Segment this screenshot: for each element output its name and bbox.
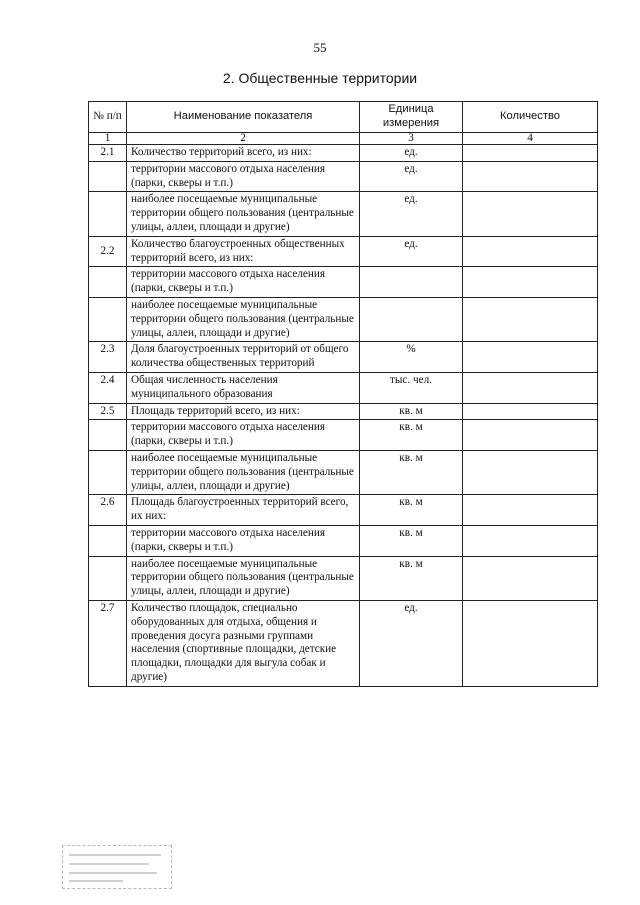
table-row	[89, 495, 598, 526]
row-quantity-cell	[463, 450, 598, 494]
row-quantity-cell	[463, 145, 598, 162]
row-unit-cell: ед.	[360, 161, 463, 192]
row-number-cell: 2.1	[89, 145, 127, 162]
row-unit-cell: кв. м	[360, 495, 463, 526]
row-quantity-cell	[463, 420, 598, 451]
row-name-cell: территории массового отдыха населения (парки, скверы и т.п.)	[127, 161, 360, 192]
table-header-row	[89, 102, 598, 133]
row-name-cell: наиболее посещаемые муниципальные территории общего пользования (центральные улицы, аллеи, площади и другие)	[127, 556, 360, 600]
row-number-cell: 2.7	[89, 600, 127, 686]
row-number-cell	[89, 297, 127, 341]
table-row	[89, 372, 598, 403]
row-unit-cell: %	[360, 342, 463, 373]
column-number: 4	[463, 133, 598, 145]
column-number: 2	[127, 133, 360, 145]
row-unit-cell: кв. м	[360, 556, 463, 600]
row-quantity-cell	[463, 600, 598, 686]
row-quantity-cell	[463, 267, 598, 298]
page-number: 55	[313, 40, 327, 55]
header-unit: Единица измерения	[360, 102, 463, 133]
row-number-cell: 2.4	[89, 372, 127, 403]
row-unit-cell: кв. м	[360, 450, 463, 494]
row-quantity-cell	[463, 495, 598, 526]
row-unit-cell: кв. м	[360, 525, 463, 556]
row-name-cell: Количество благоустроенных общественных территорий всего, из них:	[127, 236, 360, 267]
column-number: 1	[89, 133, 127, 145]
table-body	[89, 145, 598, 687]
table-row	[89, 403, 598, 420]
row-number-cell	[89, 161, 127, 192]
table-row	[89, 420, 598, 451]
row-number-cell	[89, 420, 127, 451]
table-row	[89, 600, 598, 686]
row-name-cell: Площадь территорий всего, из них:	[127, 403, 360, 420]
row-number-cell: 2.2	[89, 236, 127, 267]
row-quantity-cell	[463, 297, 598, 341]
row-quantity-cell	[463, 556, 598, 600]
row-number-cell	[89, 556, 127, 600]
row-name-cell: наиболее посещаемые муниципальные территории общего пользования (центральные улицы, аллеи, площади и другие)	[127, 450, 360, 494]
row-quantity-cell	[463, 236, 598, 267]
row-unit-cell: ед.	[360, 236, 463, 267]
column-number: 3	[360, 133, 463, 145]
table-row	[89, 342, 598, 373]
table-row	[89, 145, 598, 162]
row-unit-cell: тыс. чел.	[360, 372, 463, 403]
row-unit-cell: ед.	[360, 600, 463, 686]
table-row	[89, 297, 598, 341]
stamp-mark	[62, 845, 172, 889]
row-quantity-cell	[463, 161, 598, 192]
table-row	[89, 192, 598, 236]
row-unit-cell: кв. м	[360, 420, 463, 451]
row-number-cell	[89, 267, 127, 298]
row-name-cell: Доля благоустроенных территорий от общего количества общественных территорий	[127, 342, 360, 373]
row-number-cell: 2.5	[89, 403, 127, 420]
header-name: Наименование показателя	[127, 102, 360, 133]
row-name-cell: наиболее посещаемые муниципальные территории общего пользования (центральные улицы, аллеи, площади и другие)	[127, 192, 360, 236]
table-row	[89, 267, 598, 298]
row-name-cell: наиболее посещаемые муниципальные территории общего пользования (центральные улицы, аллеи, площади и другие)	[127, 297, 360, 341]
row-quantity-cell	[463, 342, 598, 373]
row-quantity-cell	[463, 372, 598, 403]
row-name-cell: Площадь благоустроенных территорий всего, их них:	[127, 495, 360, 526]
indicators-table	[88, 101, 598, 687]
table-row	[89, 161, 598, 192]
row-number-cell	[89, 192, 127, 236]
row-number-cell	[89, 525, 127, 556]
header-num: № п/п	[89, 102, 127, 133]
header-qty: Количество	[463, 102, 598, 133]
row-unit-cell	[360, 267, 463, 298]
row-name-cell: Общая численность населения муниципального образования	[127, 372, 360, 403]
column-numbers-row	[89, 133, 598, 145]
row-number-cell: 2.6	[89, 495, 127, 526]
row-quantity-cell	[463, 403, 598, 420]
row-name-cell: территории массового отдыха населения (парки, скверы и т.п.)	[127, 525, 360, 556]
table-row	[89, 450, 598, 494]
section-title: 2. Общественные территории	[222, 70, 418, 86]
table-row	[89, 236, 598, 267]
row-number-cell: 2.3	[89, 342, 127, 373]
row-number-cell	[89, 450, 127, 494]
row-name-cell: территории массового отдыха населения (парки, скверы и т.п.)	[127, 267, 360, 298]
row-name-cell: территории массового отдыха населения (парки, скверы и т.п.)	[127, 420, 360, 451]
row-name-cell: Количество площадок, специально оборудованных для отдыха, общения и проведения досуга разными группами населения (спортивные площадки, детские площадки, площадки для выгула собак и другие)	[127, 600, 360, 686]
row-unit-cell	[360, 297, 463, 341]
row-unit-cell: ед.	[360, 192, 463, 236]
table-row	[89, 525, 598, 556]
table-row	[89, 556, 598, 600]
row-unit-cell: кв. м	[360, 403, 463, 420]
row-quantity-cell	[463, 525, 598, 556]
row-name-cell: Количество территорий всего, из них:	[127, 145, 360, 162]
row-quantity-cell	[463, 192, 598, 236]
row-unit-cell: ед.	[360, 145, 463, 162]
